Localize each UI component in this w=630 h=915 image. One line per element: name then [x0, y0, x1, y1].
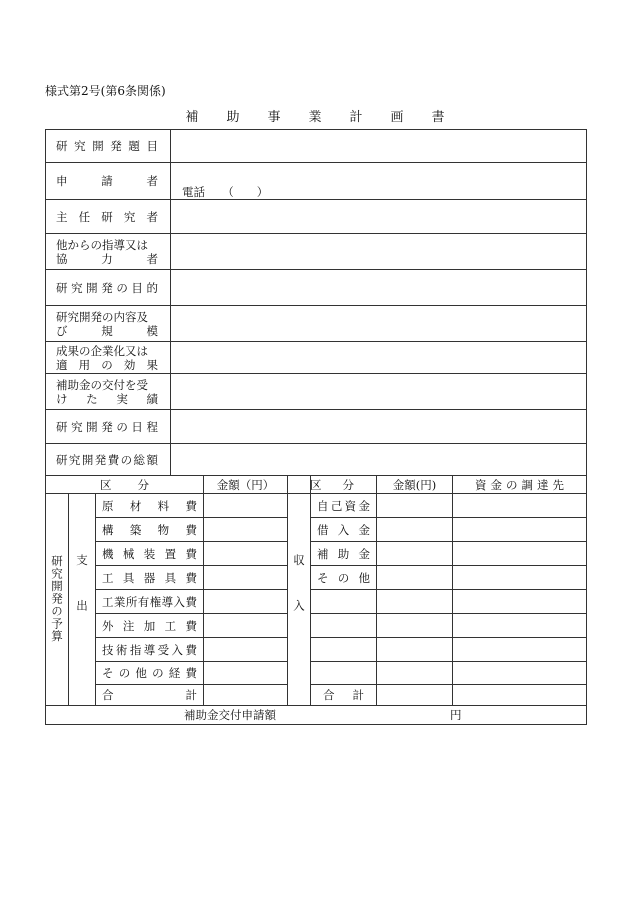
- income-item: [311, 638, 376, 661]
- expense-item: 外 注 加 工 費: [102, 618, 197, 633]
- expense-item: 機 械 装 置 費: [102, 546, 197, 561]
- income-item: 借 入 金: [317, 522, 370, 537]
- income-item: [311, 614, 376, 637]
- total-request-unit: 円: [450, 708, 462, 722]
- row-label: 主 任 研 究 者: [56, 209, 158, 224]
- income-item: 自 己 資 金: [317, 498, 370, 513]
- total-request-label: 補助金交付申請額: [184, 708, 276, 722]
- expense-item: そ の 他 の 経 費: [102, 666, 197, 680]
- expense-item: 構 築 物 費: [102, 522, 197, 537]
- document-title: 補助事業計画書: [185, 110, 473, 125]
- header-kubun: 区 分: [100, 477, 149, 492]
- row-label: 研 究 開 発 費 の 総 額: [56, 452, 158, 467]
- table-rule: [203, 475, 204, 706]
- table-rule: [586, 129, 587, 725]
- header-amount: 金額（円）: [216, 477, 275, 492]
- row-label: 補助金の交付を受 け た 実 績: [56, 377, 158, 406]
- income-item: 補 助 金: [317, 546, 370, 561]
- header-funding-source: 資 金 の 調 達 先: [475, 477, 564, 492]
- row-label: 他からの指導又は 協 力 者: [56, 237, 158, 266]
- expense-item: 工 具 器 具 費: [102, 570, 197, 585]
- income-item: [311, 590, 376, 613]
- expense-item: 合 計: [102, 688, 197, 702]
- expense-label: 支出: [75, 553, 89, 645]
- expense-item: 技 術 指 導 受 入 費: [102, 642, 197, 657]
- row-label: 研 究 開 発 題 目: [56, 139, 158, 153]
- expense-item: 工 業 所 有 権 導 入 費: [102, 594, 197, 609]
- header-kubun-right: 区 分: [310, 477, 354, 492]
- income-item: [311, 662, 376, 684]
- header-amount-right: 金額(円): [392, 477, 437, 492]
- row-label: 研 究 開 発 の 日 程: [56, 419, 158, 434]
- income-label: 収入: [292, 553, 306, 645]
- row-label: 研究開発の内容及 び 規 模: [56, 309, 158, 338]
- income-item: 合 計: [323, 688, 364, 702]
- income-item: そ の 他: [317, 570, 370, 585]
- budget-section-label: 研究開発の予算: [50, 555, 64, 643]
- form-number: 様式第2号(第6条関係): [45, 84, 166, 98]
- row-label: 研 究 開 発 の 目 的: [56, 280, 158, 295]
- row-label: 成果の企業化又は 適 用 の 効 果: [56, 343, 158, 372]
- row-label: 申 請 者: [56, 174, 158, 188]
- expense-item: 原 材 料 費: [102, 498, 197, 513]
- table-rule: [170, 129, 171, 476]
- table-rule: [45, 724, 587, 725]
- table-rule: [376, 475, 377, 706]
- table-rule: [452, 475, 453, 706]
- phone-label: 電話 （ ）: [182, 185, 269, 199]
